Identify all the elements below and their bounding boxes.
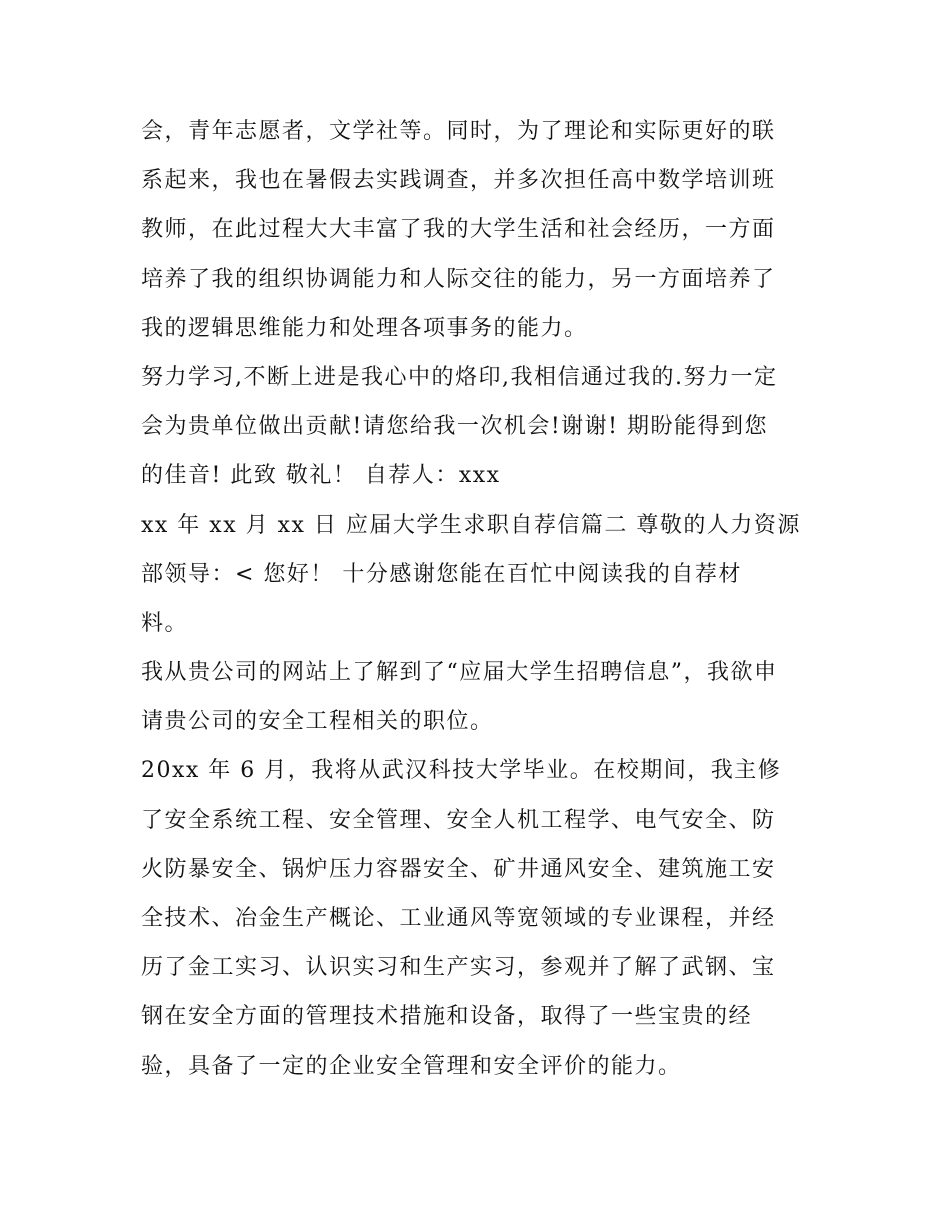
- text-line: 请贵公司的安全工程相关的职位。: [141, 709, 494, 735]
- text-line: 全技术、冶金生产概论、工业通风等宽领域的专业课程，并经: [141, 906, 776, 931]
- text-line: 我的逻辑思维能力和处理各项事务的能力。: [141, 315, 588, 341]
- text-line: 努力学习,不断上进是我心中的烙印,我相信通过我的.努力一定: [141, 364, 778, 390]
- text-line: 验，具备了一定的企业安全管理和安全评价的能力。: [141, 1053, 682, 1079]
- text-line: 部领导：< 您好！ 十分感谢您能在百忙中阅读我的自荐材: [141, 561, 742, 587]
- text-line: 料。: [141, 610, 189, 636]
- text-line: 会，青年志愿者，文学社等。同时，为了理论和实际更好的联: [141, 119, 776, 144]
- body-text: [141, 107, 821, 1091]
- text-line: 系起来，我也在暑假去实践调查，并多次担任高中数学培训班: [141, 168, 776, 194]
- text-line: 20xx 年 6 月，我将从武汉科技大学毕业。在校期间，我主修: [141, 758, 782, 784]
- text-line: 培养了我的组织协调能力和人际交往的能力，另一方面培养了: [141, 266, 776, 292]
- text-line: xx 年 xx 月 xx 日 应届大学生求职自荐信篇二 尊敬的人力资源: [141, 512, 801, 538]
- text-line: 我从贵公司的网站上了解到了“应届大学生招聘信息”，我欲申: [141, 660, 778, 686]
- text-line: 会为贵单位做出贡献!请您给我一次机会!谢谢! 期盼能得到您: [141, 414, 769, 440]
- text-line: 的佳音! 此致 敬礼！ 自荐人：xxx: [141, 463, 501, 489]
- text-line: 了安全系统工程、安全管理、安全人机工程学、电气安全、防: [141, 807, 776, 833]
- text-line: 火防暴安全、锅炉压力容器安全、矿井通风安全、建筑施工安: [141, 856, 776, 882]
- text-line: 钢在安全方面的管理技术措施和设备，取得了一些宝贵的经: [141, 1004, 753, 1030]
- text-line: 历了金工实习、认识实习和生产实习，参观并了解了武钢、宝: [141, 955, 776, 981]
- text-line: 教师，在此过程大大丰富了我的大学生活和社会经历，一方面: [141, 217, 776, 243]
